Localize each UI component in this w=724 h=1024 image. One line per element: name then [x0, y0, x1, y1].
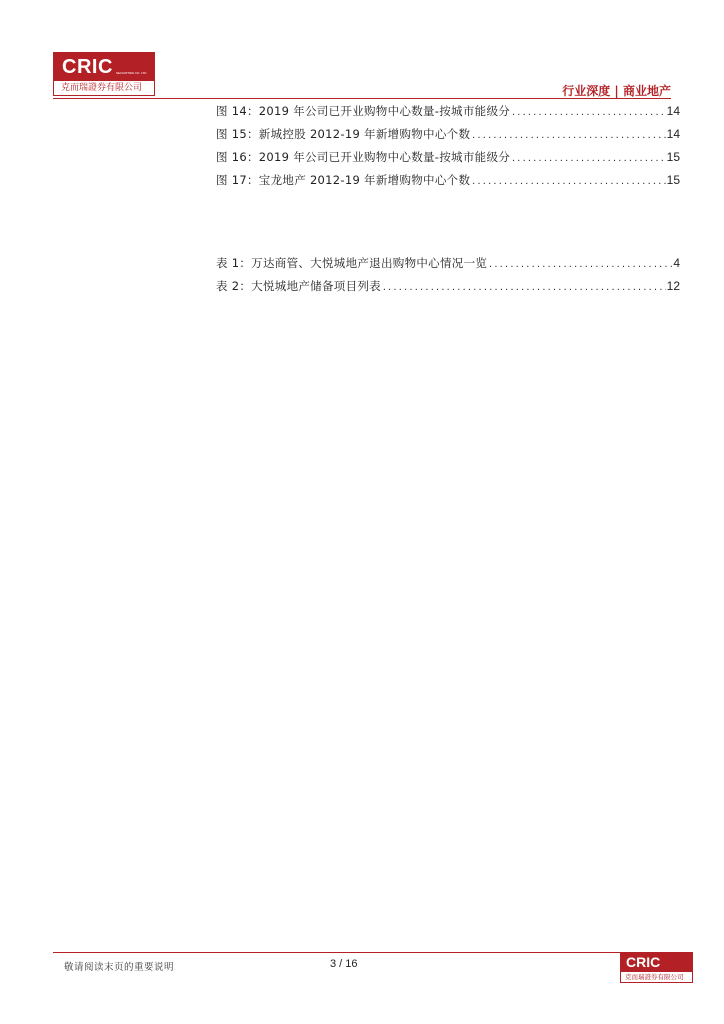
toc-entry-label: 表 2：大悦城地产储备项目列表 — [216, 279, 381, 293]
toc-leader-dots — [471, 170, 665, 193]
figures-toc — [216, 100, 680, 192]
toc-entry-page: 12 — [666, 279, 680, 293]
cric-logo — [53, 52, 155, 96]
footer-logo-subtext: 克而瑞證券有限公司 — [621, 972, 692, 982]
toc-entry-page: 15 — [666, 150, 680, 164]
toc-entry-page: 15 — [666, 173, 680, 187]
toc-leader-dots — [511, 147, 666, 170]
toc-entry-label: 表 1：万达商管、大悦城地产退出购物中心情况一览 — [216, 256, 488, 270]
page-number: 3 / 16 — [330, 958, 358, 970]
section-label: 行业深度 | 商业地产 — [562, 84, 671, 98]
toc-entry-label: 图 17：宝龙地产 2012-19 年新增购物中心个数 — [216, 173, 471, 187]
toc-entry-figure[interactable] — [216, 169, 680, 192]
tables-toc — [216, 252, 680, 298]
footer-disclaimer-note: 敬请阅读末页的重要说明 — [64, 962, 175, 973]
toc-entry-figure[interactable] — [216, 123, 680, 146]
logo-subtext: 克而瑞證券有限公司 — [54, 81, 154, 95]
toc-leader-dots — [511, 101, 666, 124]
toc-entry-label: 图 14：2019 年公司已开业购物中心数量-按城市能级分 — [216, 104, 511, 118]
toc-leader-dots — [382, 276, 666, 299]
toc-entry-label: 图 16：2019 年公司已开业购物中心数量-按城市能级分 — [216, 150, 511, 164]
footer-cric-logo — [620, 952, 693, 983]
toc-entry-figure[interactable] — [216, 146, 680, 169]
toc-leader-dots — [488, 253, 672, 276]
footer-divider — [53, 952, 671, 953]
toc-entry-table[interactable] — [216, 252, 680, 275]
toc-leader-dots — [471, 124, 665, 147]
toc-entry-page: 14 — [666, 104, 680, 118]
toc-entry-label: 图 15：新城控股 2012-19 年新增购物中心个数 — [216, 127, 471, 141]
toc-entry-page: 14 — [666, 127, 680, 141]
header-divider — [53, 98, 671, 99]
toc-entry-figure[interactable] — [216, 100, 680, 123]
toc-entry-page: 4 — [673, 256, 680, 270]
logo-text: CRIC — [62, 56, 113, 78]
footer-logo-text: CRIC — [626, 954, 661, 970]
logo-small-text: SECURITIES CO. LTD — [116, 71, 147, 75]
toc-entry-table[interactable] — [216, 275, 680, 298]
